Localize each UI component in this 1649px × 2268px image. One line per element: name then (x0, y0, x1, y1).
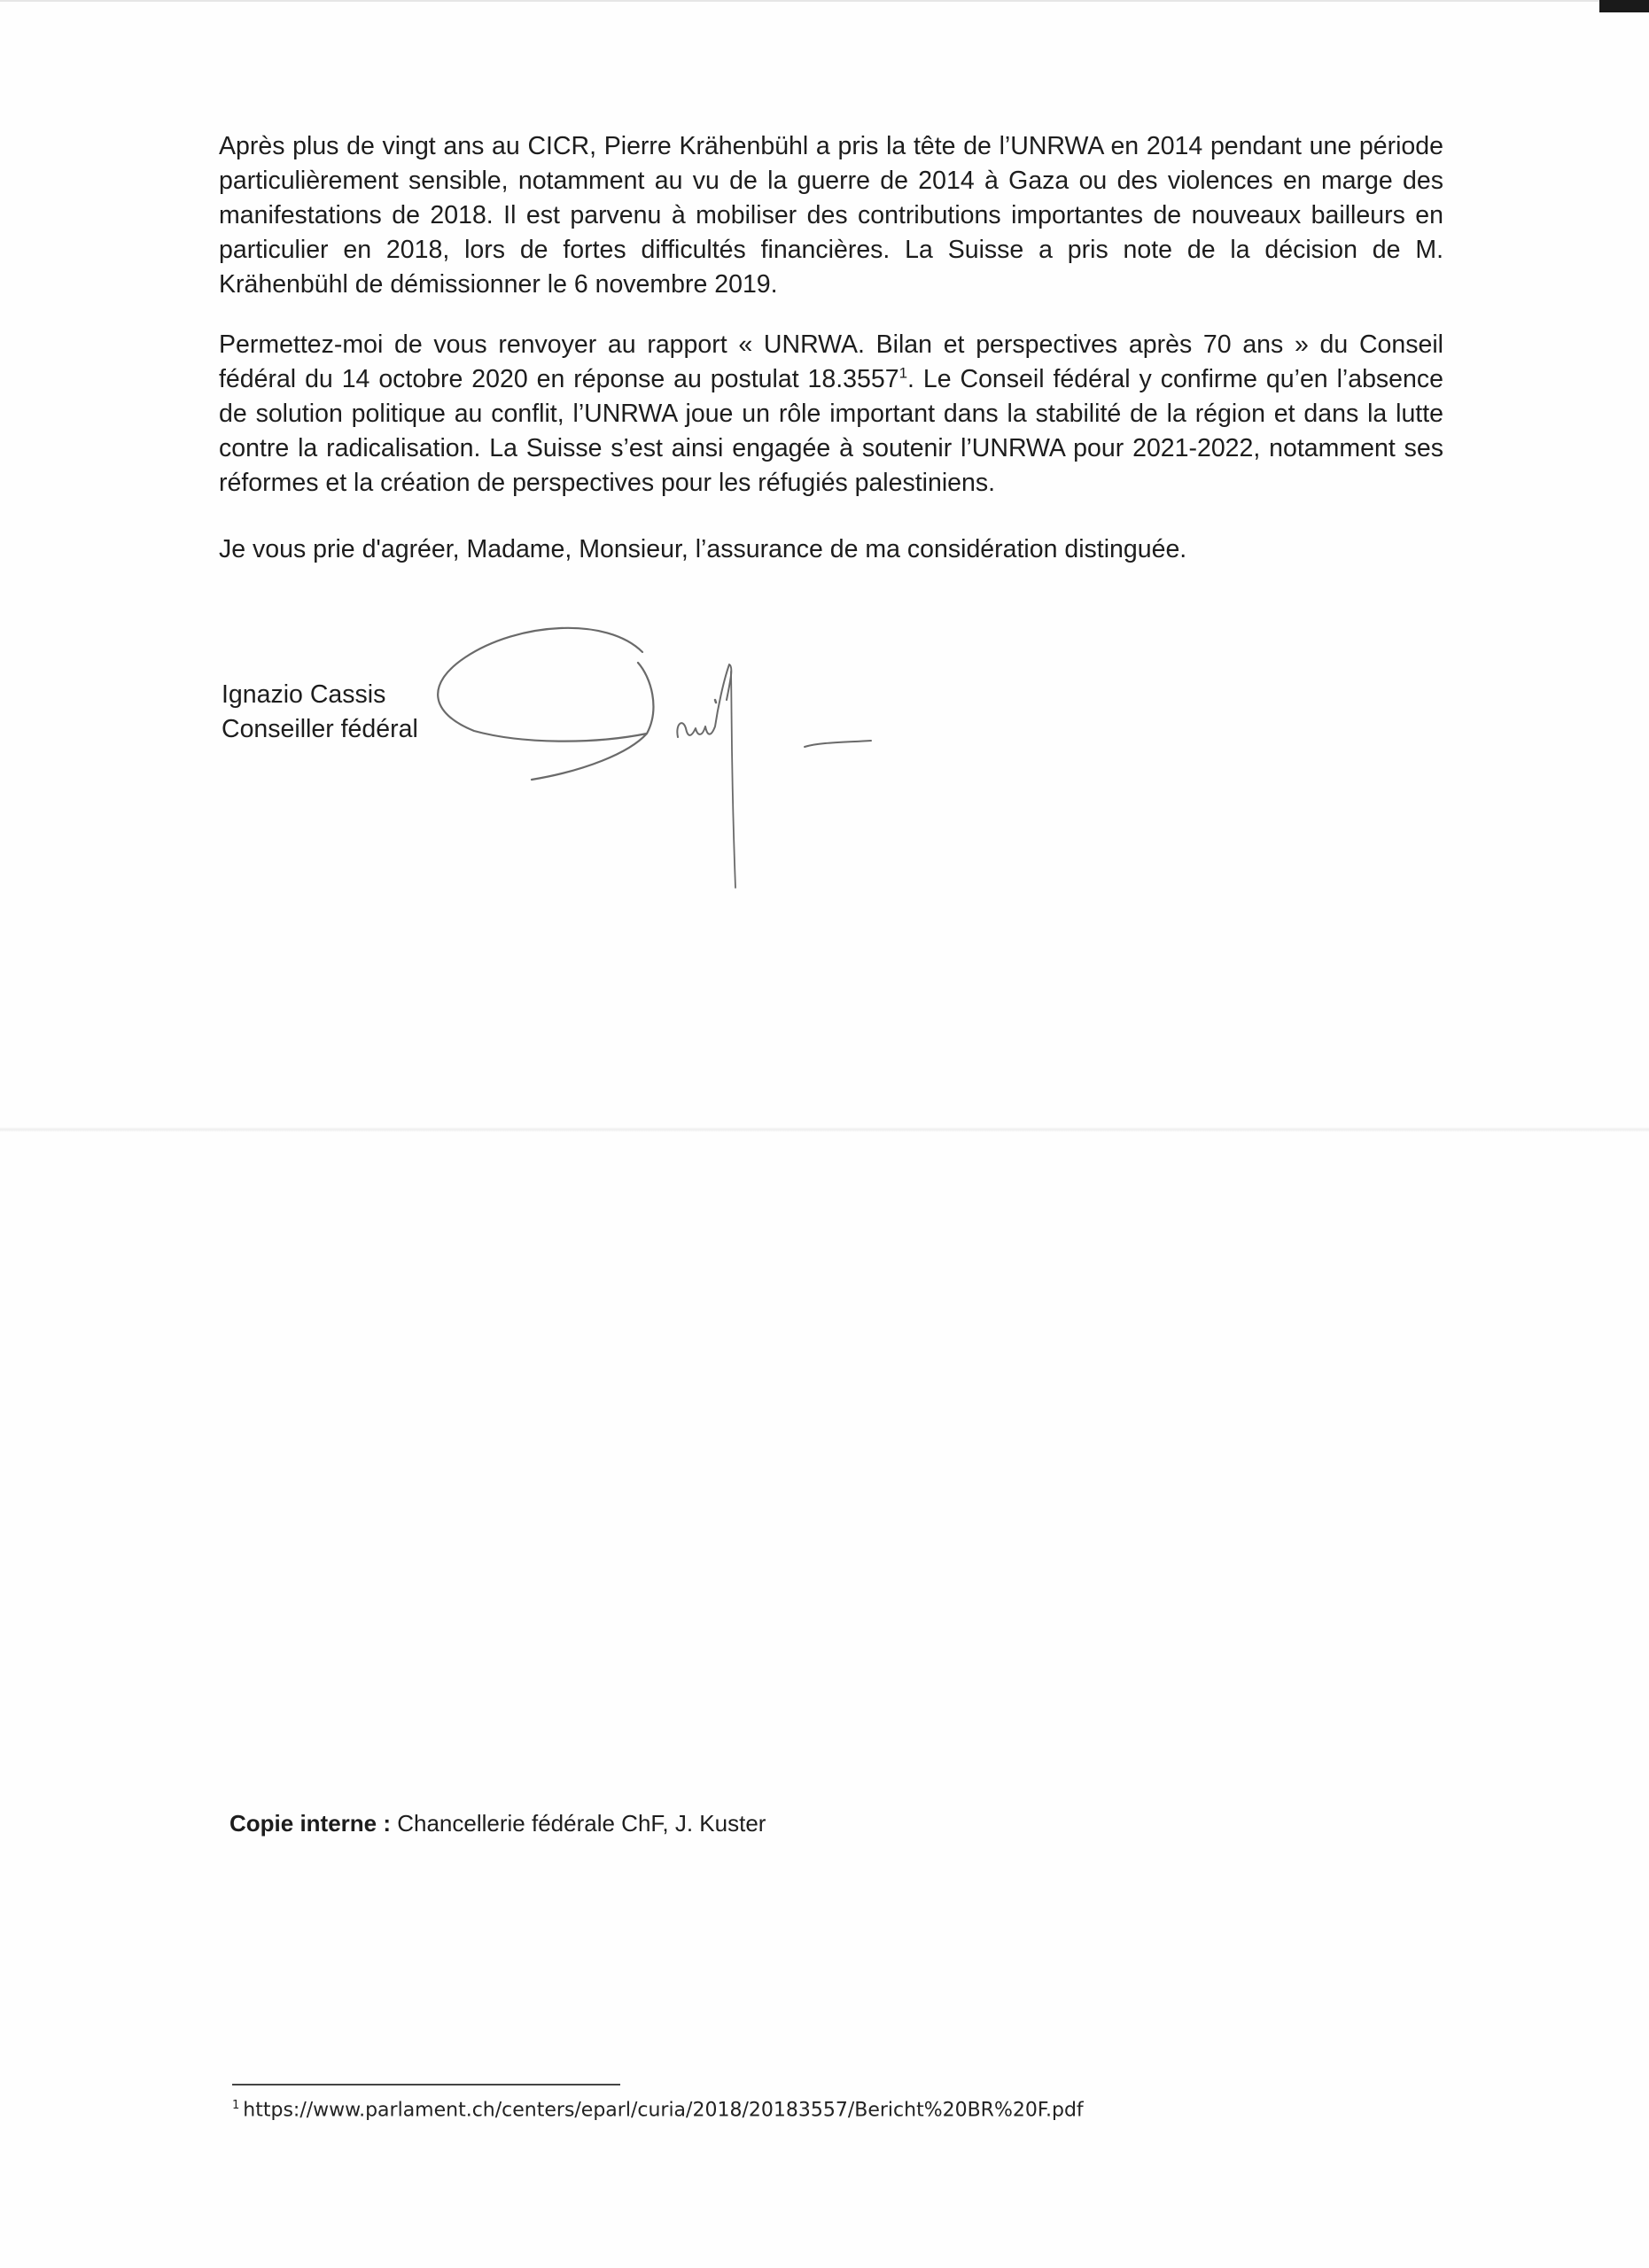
footnote-reference: 1 (898, 364, 908, 382)
paper-fold-line (0, 1127, 1649, 1132)
paragraph-report-text-2: . Le Conseil fédéral y confirme qu’en l’absence de solution politique au conflit, l’UNRWA joue un rôle important dans la stabilité de la région et dans la lutte contre la radicalisation. La Suisse s’est ainsi engagée à soutenir l’UNRWA pour 2021-2022, notamment ses réformes et la création de perspectives pour les réfugiés palestiniens. (219, 365, 1443, 497)
paragraph-report-reference (219, 328, 1443, 501)
paragraph-report-text-1: Permettez-moi de vous renvoyer au rapport « UNRWA. Bilan et perspectives après 70 ans » du Conseil fédéral du 14 octobre 2020 en réponse au postulat 18.3557 (219, 330, 1443, 393)
internal-copy-line (229, 1808, 766, 1838)
signatory-name: Ignazio Cassis (222, 680, 386, 709)
internal-copy-label: Copie interne : (229, 1810, 392, 1837)
signature-script-stroke (677, 664, 731, 737)
footnote-separator (232, 2084, 620, 2085)
footnote-number: 1 (232, 2099, 240, 2112)
signature-dot (715, 700, 716, 703)
footnote-url: https://www.parlament.ch/centers/eparl/curia/2018/20183557/Bericht%20BR%20F.pdf (243, 2099, 1084, 2122)
handwritten-signature (425, 611, 886, 904)
signature-dash-stroke (805, 741, 871, 747)
paragraph-closing: Je vous prie d'agréer, Madame, Monsieur, l’assurance de ma considération distinguée. (219, 535, 1187, 563)
signatory-title: Conseiller fédéral (222, 715, 418, 743)
signature-loop-stroke (438, 628, 653, 780)
internal-copy-recipient: Chancellerie fédérale ChF, J. Kuster (391, 1810, 766, 1837)
paragraph-krahenbuhl: Après plus de vingt ans au CICR, Pierre Krähenbühl a pris la tête de l’UNRWA en 2014 pendant une période particulièrement sensible, notamment au vu de la guerre de 2014 à Gaza ou des violences en marge des manifestations de 2018. Il est parvenu à mobiliser des contributions importantes de nouveaux bailleurs en particulier en 2018, lors de fortes difficultés financières. La Suisse a pris note de la décision de M. Krähenbühl de démissionner le 6 novembre 2019. (219, 132, 1443, 299)
page-top-edge (0, 0, 1599, 2)
footnote (232, 2093, 1084, 2124)
signature-vertical-stroke (731, 672, 735, 888)
scan-edge-shadow (1599, 0, 1649, 12)
